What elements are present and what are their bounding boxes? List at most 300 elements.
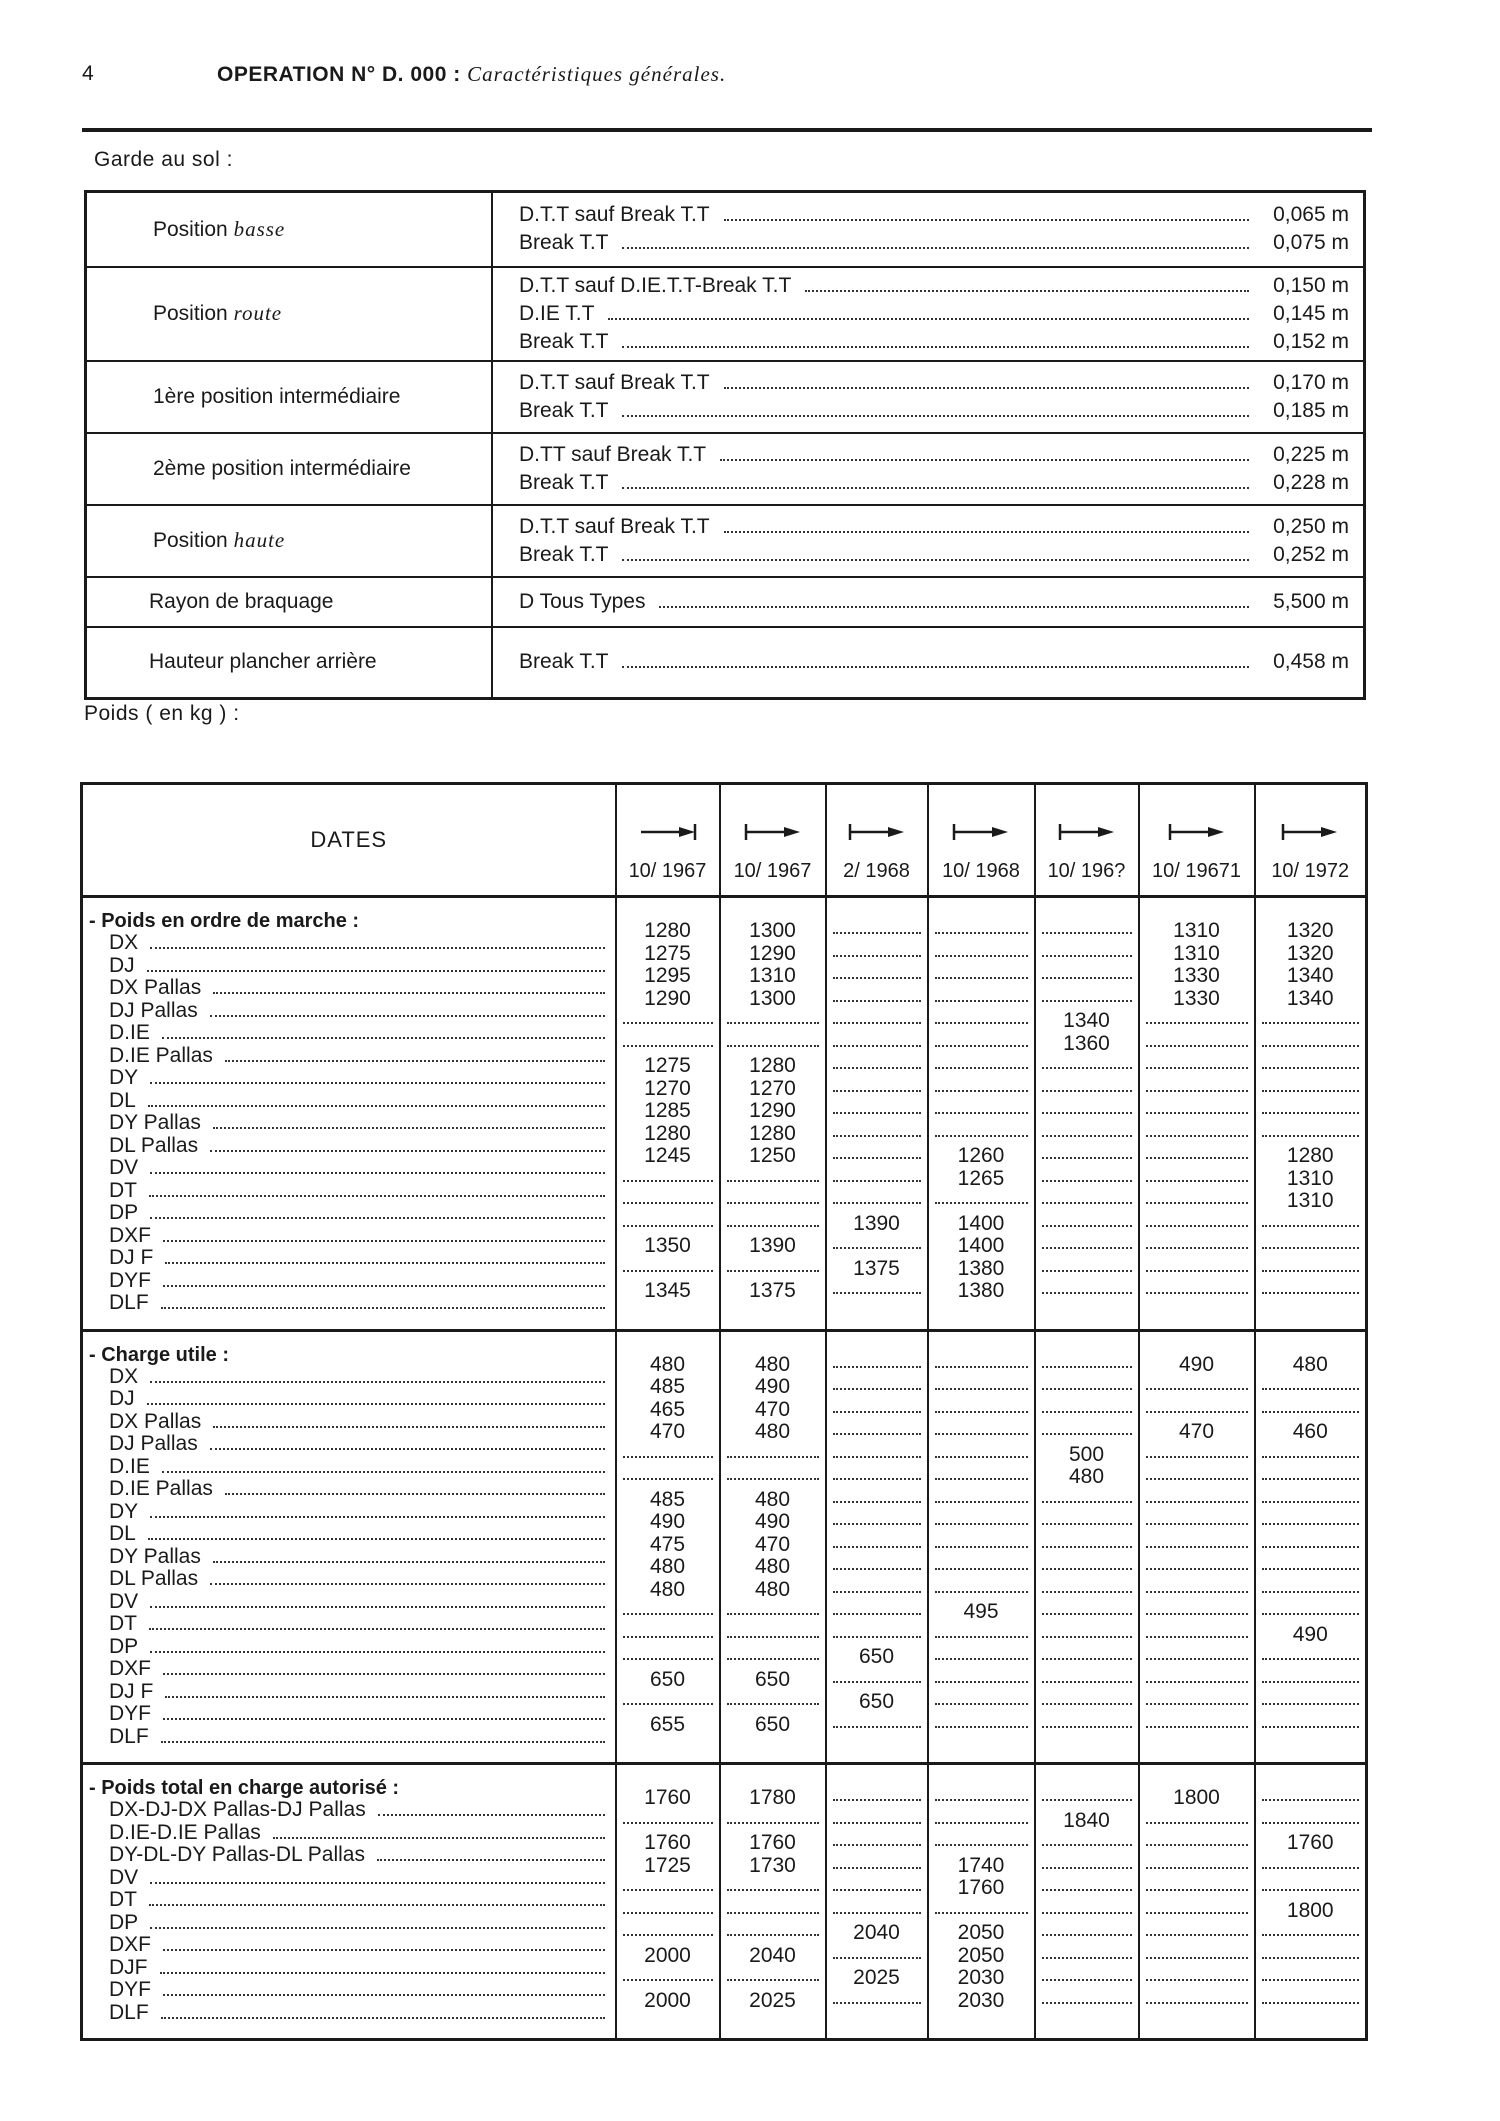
- clearance-position-label: 1ère position intermédiaire: [153, 384, 401, 408]
- empty-dots: [935, 1055, 1028, 1069]
- empty-dots: [833, 1810, 921, 1824]
- weight-value: [827, 1787, 927, 1810]
- weight-value: [827, 1990, 927, 2013]
- leader-dots: [210, 1436, 605, 1450]
- section-title-spacer: [929, 1765, 1034, 1787]
- leader-dots: [150, 1160, 604, 1174]
- value-column: [826, 1330, 928, 1764]
- model-name: DV: [109, 1589, 139, 1613]
- empty-dots: [833, 1033, 921, 1047]
- leader-dots: [161, 1729, 605, 1743]
- weight-value: [1256, 1444, 1366, 1467]
- leader-dots: [622, 401, 1249, 417]
- model-name: DJ F: [109, 1246, 154, 1269]
- model-row: [89, 1703, 607, 1726]
- empty-dots: [935, 1691, 1028, 1705]
- model-row: [89, 955, 607, 978]
- weight-value: [929, 920, 1034, 943]
- empty-dots: [1042, 943, 1132, 957]
- empty-dots: [727, 1810, 819, 1824]
- weight-value: 1330: [1173, 964, 1220, 987]
- date-column-header: [1139, 784, 1255, 897]
- model-row: [89, 1822, 607, 1845]
- weight-value: [617, 1810, 719, 1833]
- weight-value: [721, 1624, 825, 1647]
- weight-value: 480: [754, 1420, 791, 1443]
- clearance-values: [492, 192, 1365, 267]
- model-row: [89, 1867, 607, 1890]
- weight-value: [1256, 1787, 1366, 1810]
- model-name: DT: [109, 1888, 137, 1911]
- empty-dots: [1042, 1855, 1132, 1869]
- empty-dots: [833, 1145, 921, 1159]
- ground-clearance-title: Garde au sol :: [94, 148, 233, 171]
- weight-value: 1390: [853, 1211, 900, 1235]
- empty-dots: [833, 1877, 921, 1891]
- weight-value: 495: [963, 1600, 999, 1623]
- leader-dots: [273, 1825, 605, 1839]
- empty-dots: [1042, 1534, 1132, 1548]
- empty-dots: [623, 1168, 713, 1182]
- weight-value: [827, 1399, 927, 1422]
- weight-value: [929, 988, 1034, 1011]
- empty-dots: [1042, 1646, 1132, 1660]
- empty-dots: [727, 1967, 819, 1981]
- empty-dots: [623, 1010, 713, 1024]
- leader-dots: [213, 980, 604, 994]
- model-row: [89, 1022, 607, 1045]
- weight-value: [827, 1511, 927, 1534]
- value-column: [720, 1764, 826, 2040]
- clearance-position: [86, 361, 493, 433]
- weight-value: 470: [754, 1397, 791, 1421]
- empty-dots: [833, 1235, 921, 1249]
- clearance-desc: Break T.T: [519, 542, 609, 566]
- empty-dots: [1146, 1100, 1248, 1114]
- weights-title: Poids ( en kg ) :: [84, 702, 240, 725]
- empty-dots: [935, 1010, 1028, 1024]
- model-row: [89, 1591, 607, 1614]
- model-name: DY: [109, 1066, 139, 1089]
- weight-value: [1036, 1691, 1138, 1714]
- weight-value: [1036, 1534, 1138, 1557]
- weight-value: 2030: [957, 1988, 1005, 2012]
- weight-value: [1256, 1669, 1366, 1692]
- empty-dots: [623, 1466, 713, 1480]
- date-column-header: [826, 784, 928, 897]
- empty-dots: [833, 1055, 921, 1069]
- empty-dots: [623, 1922, 713, 1936]
- weight-value: [1036, 1489, 1138, 1512]
- empty-dots: [1042, 1922, 1132, 1936]
- weight-value: [1140, 1168, 1254, 1191]
- weights-section: [82, 897, 1367, 1331]
- weight-value: [1036, 1556, 1138, 1579]
- model-row: [89, 1613, 607, 1636]
- weight-value: [1140, 1280, 1254, 1303]
- value-column: [1139, 1330, 1255, 1764]
- empty-dots: [727, 1010, 819, 1024]
- clearance-desc: Break T.T: [519, 650, 609, 674]
- weight-value: 485: [649, 1487, 686, 1511]
- weight-value: 650: [754, 1667, 791, 1691]
- section-title-spacer: [617, 1765, 719, 1787]
- weight-value: [1140, 1877, 1254, 1900]
- empty-dots: [1042, 1556, 1132, 1570]
- weights-section: [82, 1764, 1367, 2040]
- weight-value: 475: [649, 1532, 686, 1556]
- weight-value: [929, 1787, 1034, 1810]
- weight-value: 1275: [644, 941, 691, 965]
- model-name: DP: [109, 1634, 139, 1658]
- model-name: DX Pallas: [109, 1409, 202, 1433]
- weight-value: 2025: [853, 1966, 900, 1989]
- clearance-row: [86, 267, 1365, 361]
- leader-dots: [659, 592, 1249, 608]
- weight-value: 1360: [1063, 1031, 1110, 1055]
- weight-value: [1036, 1945, 1138, 1968]
- weight-value: [929, 1444, 1034, 1467]
- clearance-values: [492, 267, 1365, 361]
- weight-value: [827, 1624, 927, 1647]
- clearance-value: 0,185 m: [1273, 398, 1349, 422]
- empty-dots: [1262, 1258, 1360, 1272]
- empty-dots: [1262, 1055, 1360, 1069]
- empty-dots: [727, 1601, 819, 1615]
- leader-dots: [161, 1295, 605, 1309]
- empty-dots: [1262, 1601, 1360, 1615]
- weight-value: 1840: [1063, 1808, 1110, 1832]
- weight-value: [1036, 1877, 1138, 1900]
- model-row: [89, 1912, 607, 1935]
- empty-dots: [1042, 1990, 1132, 2004]
- weight-value: [721, 1190, 825, 1213]
- weight-value: [827, 1877, 927, 1900]
- weight-value: 1345: [644, 1279, 691, 1302]
- weight-value: [1256, 1399, 1366, 1422]
- clearance-position-emphasis: route: [233, 301, 283, 325]
- leader-dots: [622, 233, 1249, 249]
- empty-dots: [1146, 1945, 1248, 1959]
- weight-value: [1256, 1489, 1366, 1512]
- empty-dots: [623, 1190, 713, 1204]
- leader-dots: [213, 1414, 604, 1428]
- weight-value: 490: [1178, 1352, 1215, 1376]
- empty-dots: [1262, 1579, 1360, 1593]
- empty-dots: [833, 1078, 921, 1092]
- empty-dots: [833, 1855, 921, 1869]
- weights-section: [82, 1330, 1367, 1764]
- empty-dots: [935, 1466, 1028, 1480]
- clearance-row: [86, 577, 1365, 627]
- model-name: DY: [109, 1499, 139, 1523]
- clearance-desc: D.T.T sauf Break T.T: [519, 514, 710, 538]
- leader-dots: [210, 1138, 604, 1152]
- empty-dots: [1042, 1280, 1132, 1294]
- empty-dots: [1146, 1010, 1248, 1024]
- leader-dots: [147, 958, 605, 972]
- weight-value: [721, 1444, 825, 1467]
- leader-dots: [149, 1183, 605, 1197]
- weight-value: [1256, 1601, 1366, 1624]
- model-row: [89, 1292, 607, 1315]
- empty-dots: [833, 1444, 921, 1458]
- empty-dots: [1146, 1556, 1248, 1570]
- weight-value: [827, 1534, 927, 1557]
- weight-value: [827, 1100, 927, 1123]
- empty-dots: [1146, 1714, 1248, 1728]
- value-column: [616, 897, 720, 1331]
- value-column: [826, 1764, 928, 2040]
- empty-dots: [935, 1900, 1028, 1914]
- empty-dots: [1042, 1100, 1132, 1114]
- empty-dots: [1262, 1010, 1360, 1024]
- model-name: D.IE Pallas: [109, 1043, 213, 1067]
- weight-value: [1036, 1354, 1138, 1377]
- empty-dots: [1262, 1810, 1360, 1824]
- clearance-position-label: Position: [153, 529, 228, 552]
- empty-dots: [1146, 1579, 1248, 1593]
- model-name: DP: [109, 1910, 139, 1934]
- weight-value: 465: [649, 1397, 686, 1421]
- leader-dots: [150, 1639, 604, 1653]
- weight-value: [1036, 1787, 1138, 1810]
- model-name: DYF: [109, 1978, 151, 2001]
- empty-dots: [1262, 1399, 1360, 1413]
- empty-dots: [623, 1033, 713, 1047]
- empty-dots: [623, 1691, 713, 1705]
- leader-dots: [148, 1526, 605, 1540]
- model-name: DX: [109, 931, 139, 954]
- weight-value: [827, 1466, 927, 1489]
- empty-dots: [1146, 1832, 1248, 1846]
- empty-dots: [623, 1877, 713, 1891]
- model-name: DXF: [109, 1933, 151, 1956]
- weight-value: [827, 1556, 927, 1579]
- leader-dots: [150, 1594, 604, 1608]
- weight-value: 490: [754, 1375, 791, 1398]
- weight-value: [1256, 1922, 1366, 1945]
- section-title-spacer: [1256, 898, 1366, 920]
- empty-dots: [1042, 1078, 1132, 1092]
- weight-value: [1140, 1624, 1254, 1647]
- clearance-position: [86, 627, 493, 699]
- leader-dots: [210, 1003, 605, 1017]
- empty-dots: [1146, 1078, 1248, 1092]
- weight-value: 490: [649, 1510, 686, 1533]
- weight-value: [827, 1280, 927, 1303]
- model-row: [89, 1889, 607, 1912]
- clearance-values: [492, 627, 1365, 699]
- section-title-spacer: [721, 1332, 825, 1354]
- weight-value: 1800: [1286, 1898, 1334, 1922]
- section-title-spacer: [1140, 1332, 1254, 1354]
- weight-value: 480: [1068, 1465, 1105, 1488]
- clearance-desc: D Tous Types: [519, 589, 646, 613]
- clearance-value: 0,250 m: [1273, 514, 1349, 538]
- weight-value: [617, 1168, 719, 1191]
- empty-dots: [833, 1466, 921, 1480]
- empty-dots: [935, 1399, 1028, 1413]
- empty-dots: [1042, 1376, 1132, 1390]
- weight-value: [827, 1900, 927, 1923]
- leader-dots: [163, 1982, 605, 1996]
- weight-value: [1036, 943, 1138, 966]
- empty-dots: [833, 1900, 921, 1914]
- model-name: DT: [109, 1612, 137, 1635]
- weight-value: 480: [649, 1577, 686, 1601]
- empty-dots: [935, 1511, 1028, 1525]
- weight-value: [1140, 1601, 1254, 1624]
- empty-dots: [1042, 1967, 1132, 1981]
- leader-dots: [150, 1870, 604, 1884]
- weight-value: 490: [754, 1510, 791, 1533]
- clearance-position-label: 2ème position intermédiaire: [153, 456, 411, 480]
- empty-dots: [1042, 1877, 1132, 1891]
- model-row: [89, 1799, 607, 1822]
- empty-dots: [1042, 920, 1132, 934]
- weight-value: [1036, 1399, 1138, 1422]
- weight-value: [1140, 1190, 1254, 1213]
- empty-dots: [833, 1714, 921, 1728]
- clearance-line: [519, 541, 1349, 569]
- weight-value: [827, 1601, 927, 1624]
- date-label: 10/ 1968: [942, 860, 1020, 882]
- weight-value: [827, 965, 927, 988]
- weight-value: [929, 1810, 1034, 1833]
- date-label: 10/ 19671: [1152, 860, 1241, 882]
- empty-dots: [1146, 1123, 1248, 1137]
- weight-value: 1375: [749, 1279, 796, 1302]
- weight-value: [1036, 1624, 1138, 1647]
- weight-value: [827, 1235, 927, 1258]
- model-list: [82, 1330, 616, 1764]
- weight-value: [929, 1078, 1034, 1101]
- weight-value: [827, 1078, 927, 1101]
- model-row: [89, 1501, 607, 1524]
- weight-value: [929, 1691, 1034, 1714]
- model-row: [89, 1478, 607, 1501]
- section-title-spacer: [1140, 1765, 1254, 1787]
- model-name: DLF: [109, 1724, 149, 1748]
- model-name: DL: [109, 1088, 136, 1112]
- weight-value: [827, 1832, 927, 1855]
- leader-dots: [148, 1093, 605, 1107]
- empty-dots: [1042, 1489, 1132, 1503]
- weight-value: [1140, 1990, 1254, 2013]
- empty-dots: [623, 1624, 713, 1638]
- section-title-spacer: [1036, 1765, 1138, 1787]
- model-name: DY Pallas: [109, 1111, 201, 1134]
- model-name: DY-DL-DY Pallas-DL Pallas: [109, 1843, 365, 1866]
- weight-value: [1140, 1832, 1254, 1855]
- empty-dots: [1146, 1444, 1248, 1458]
- clearance-line: [519, 441, 1349, 469]
- clearance-value: 0,065 m: [1273, 203, 1349, 227]
- weight-value: [617, 1466, 719, 1489]
- empty-dots: [1146, 1033, 1248, 1047]
- weight-value: [929, 1354, 1034, 1377]
- weight-value: [1036, 1280, 1138, 1303]
- model-row: [89, 1546, 607, 1569]
- weight-value: 1275: [644, 1054, 691, 1077]
- weight-value: [1256, 1235, 1366, 1258]
- leader-dots: [150, 1070, 604, 1084]
- clearance-desc: D.T.T sauf Break T.T: [519, 370, 710, 394]
- weight-value: [1140, 1123, 1254, 1146]
- weight-value: [1140, 1556, 1254, 1579]
- leader-dots: [163, 1661, 605, 1675]
- weight-value: [617, 1033, 719, 1056]
- model-row: [89, 1568, 607, 1591]
- weight-value: 1320: [1286, 919, 1334, 942]
- empty-dots: [1042, 1055, 1132, 1069]
- weight-value: [1036, 1123, 1138, 1146]
- clearance-value: 0,170 m: [1273, 370, 1349, 394]
- clearance-position: [86, 433, 493, 505]
- weight-value: [1140, 1235, 1254, 1258]
- leader-dots: [161, 2005, 605, 2019]
- model-name: DL Pallas: [109, 1133, 199, 1157]
- weight-value: 1280: [644, 919, 691, 942]
- operation-code: OPERATION N° D. 000 :: [217, 63, 461, 86]
- empty-dots: [1146, 1922, 1248, 1936]
- empty-dots: [833, 1669, 921, 1683]
- weight-value: [1140, 1145, 1254, 1168]
- clearance-desc: D.T.T sauf D.IE.T.T-Break T.T: [519, 273, 792, 297]
- model-row: [89, 1067, 607, 1090]
- weight-value: 2000: [644, 1943, 691, 1967]
- weight-value: 1380: [957, 1279, 1005, 1302]
- clearance-position: [86, 267, 493, 361]
- model-row: [89, 1112, 607, 1135]
- weight-value: 1760: [957, 1876, 1005, 1899]
- empty-dots: [1146, 1168, 1248, 1182]
- model-name: D.IE-D.IE Pallas: [109, 1820, 261, 1844]
- weight-value: 1400: [957, 1234, 1005, 1257]
- model-row: [89, 1180, 607, 1203]
- empty-dots: [833, 1190, 921, 1204]
- model-row: [89, 1270, 607, 1293]
- section-title-spacer: [1256, 1765, 1366, 1787]
- value-column: [1255, 1330, 1367, 1764]
- model-row: [89, 1157, 607, 1180]
- weight-value: [1140, 1489, 1254, 1512]
- weight-value: [721, 1213, 825, 1236]
- weight-value: 480: [649, 1352, 686, 1376]
- weight-value: [1036, 1190, 1138, 1213]
- weight-value: [617, 1691, 719, 1714]
- weight-value: 480: [649, 1555, 686, 1578]
- value-column: [720, 1330, 826, 1764]
- section-title-spacer: [827, 1332, 927, 1354]
- dates-header: DATES: [82, 784, 616, 897]
- empty-dots: [727, 1624, 819, 1638]
- weight-value: 490: [1292, 1622, 1328, 1646]
- section-title: - Charge utile :: [89, 1343, 230, 1366]
- empty-dots: [1262, 1511, 1360, 1525]
- clearance-row: [86, 433, 1365, 505]
- weight-value: [1256, 1714, 1366, 1737]
- clearance-row: [86, 505, 1365, 577]
- empty-dots: [935, 1832, 1028, 1846]
- weight-value: 2025: [749, 1988, 796, 2012]
- empty-dots: [935, 1489, 1028, 1503]
- weight-value: 1330: [1173, 986, 1220, 1010]
- weight-value: [1036, 1421, 1138, 1444]
- model-name: DT: [109, 1178, 137, 1202]
- empty-dots: [833, 1945, 921, 1959]
